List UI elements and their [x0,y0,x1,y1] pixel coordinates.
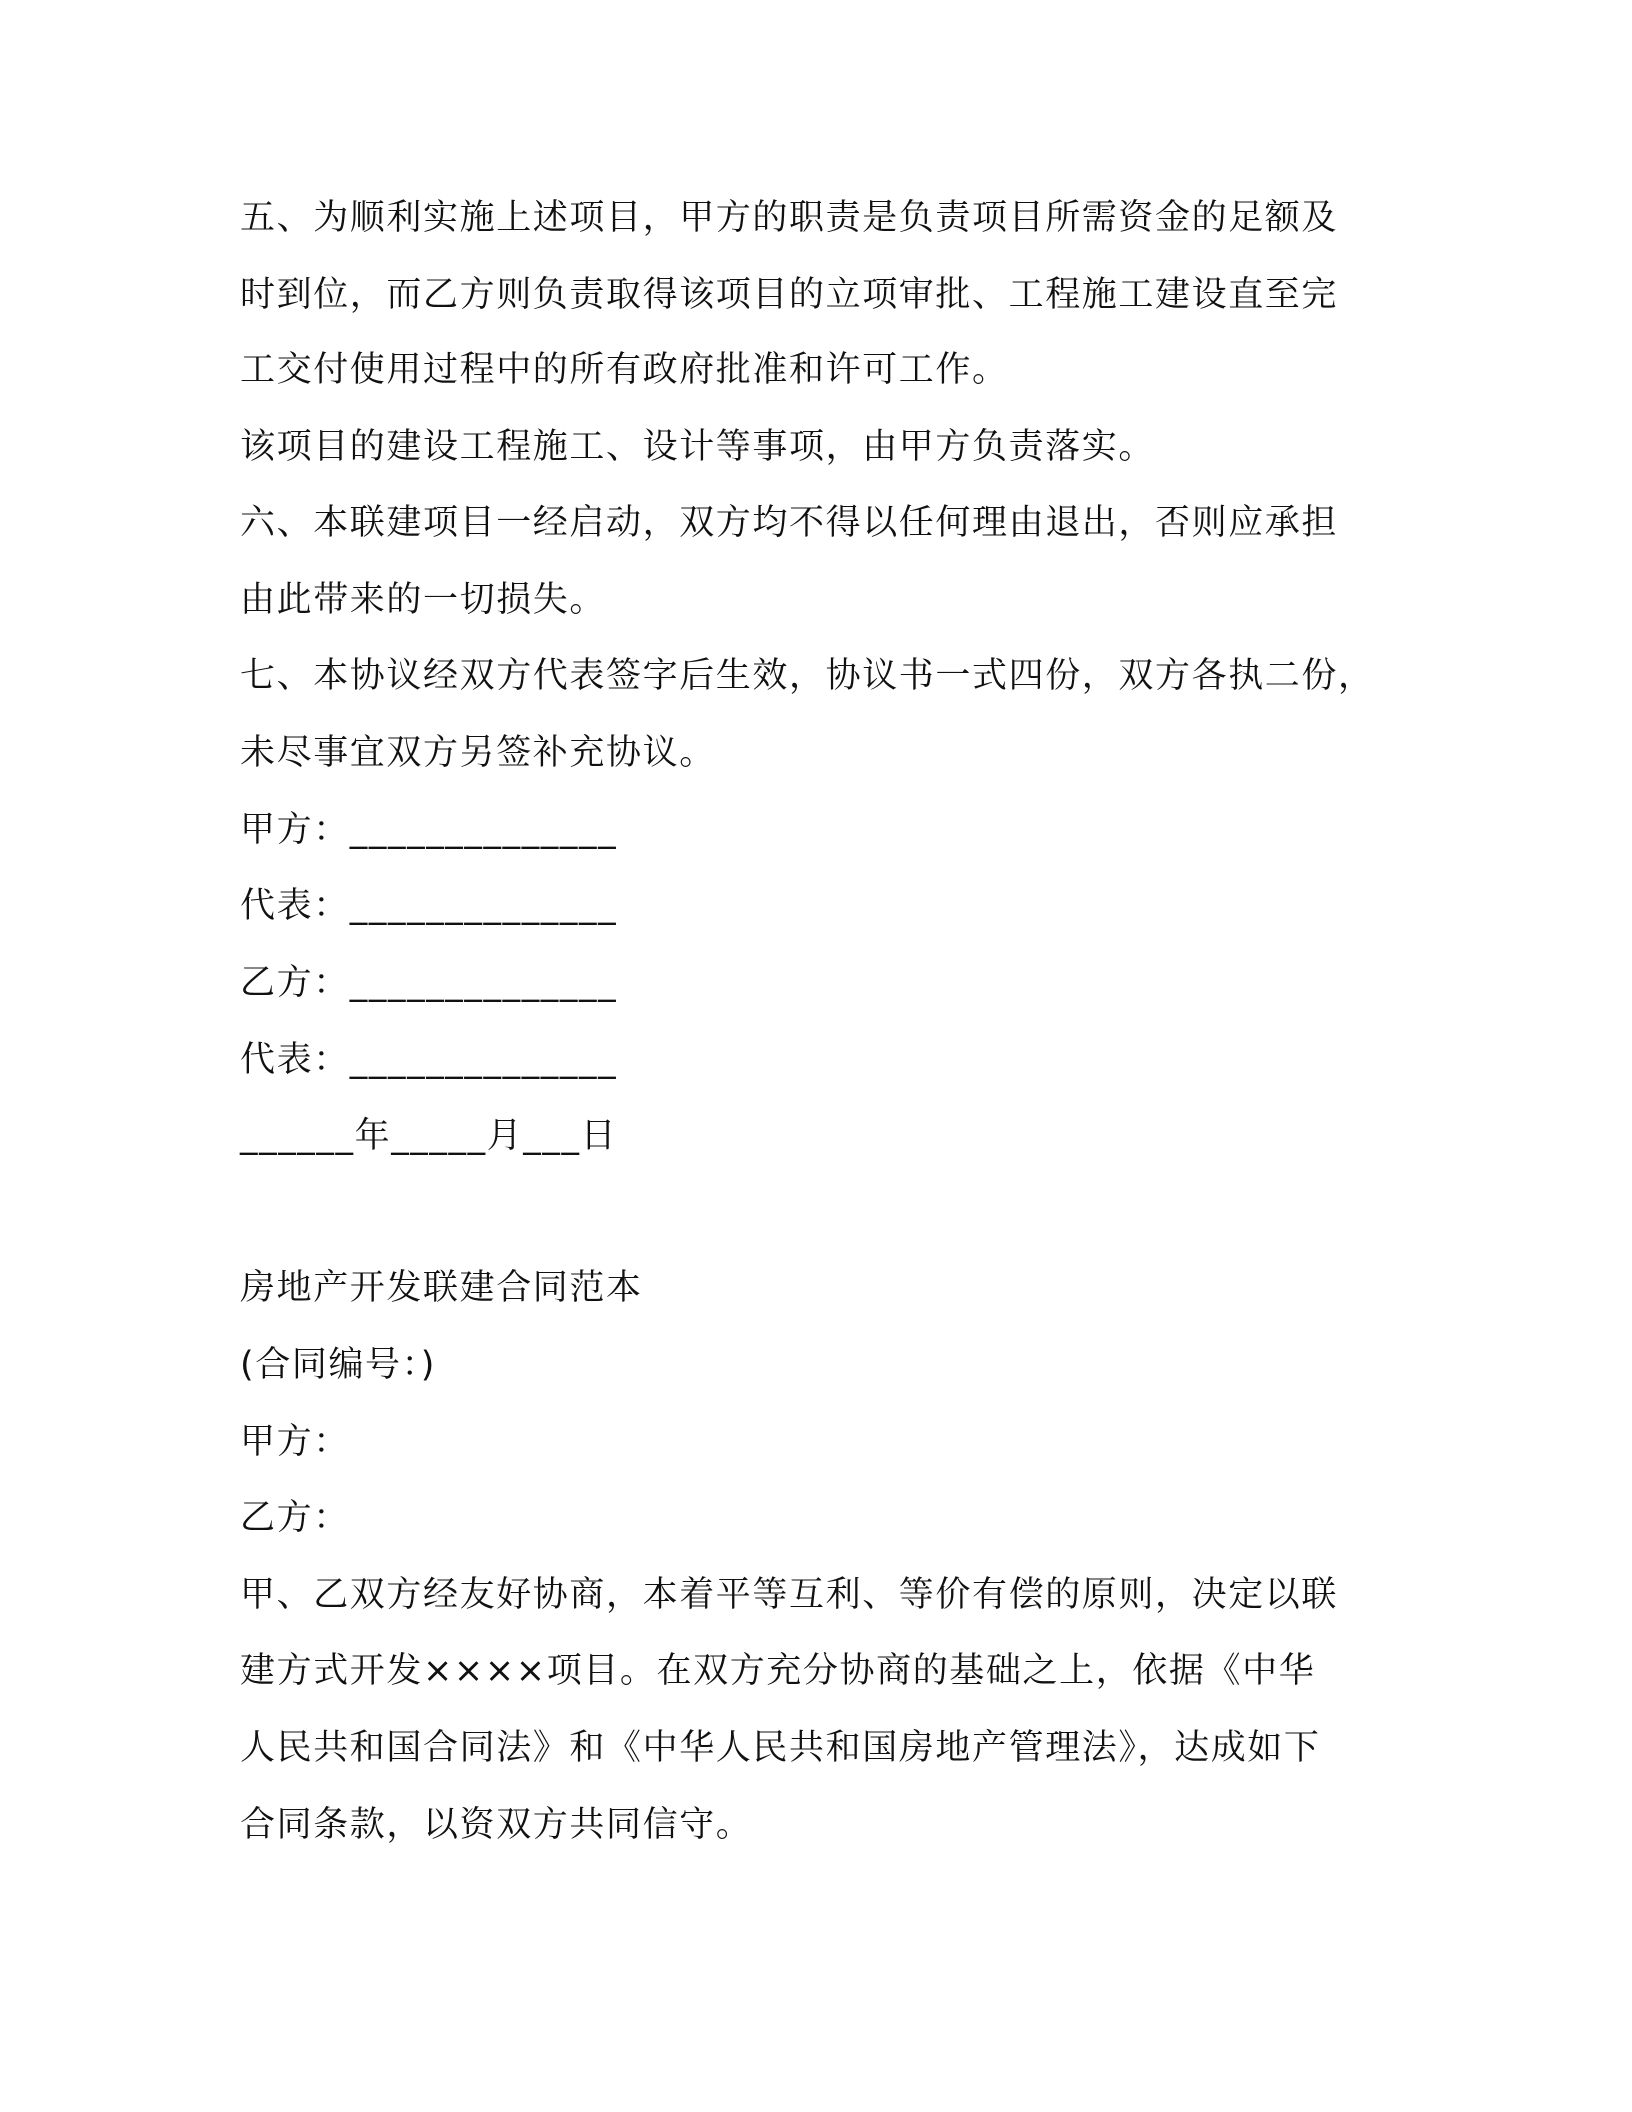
clause-5-line-3: 工交付使用过程中的所有政府批准和许可工作。 [240,350,1009,390]
clause-7-line-1: 七、本协议经双方代表签字后生效，协议书一式四份，双方各执二份， [240,656,1375,696]
party-a-label: 甲方： [240,1422,350,1462]
signature-party-b: 乙方：______________ [240,963,618,1003]
preamble-line-4: 合同条款，以资双方共同信守。 [240,1805,753,1845]
clause-5-note: 该项目的建设工程施工、设计等事项，由甲方负责落实。 [240,427,1156,467]
clause-6-line-1: 六、本联建项目一经启动，双方均不得以任何理由退出，否则应承担 [240,503,1339,543]
signature-date: ______年_____月___日 [240,1116,618,1156]
clause-7-line-2: 未尽事宜双方另签补充协议。 [240,733,716,773]
party-b-label: 乙方： [240,1498,350,1538]
signature-representative-b: 代表：______________ [240,1040,618,1080]
signature-party-a: 甲方：______________ [240,810,618,850]
preamble-line-3: 人民共和国合同法》和《中华人民共和国房地产管理法》，达成如下 [240,1728,1321,1768]
contract-number: (合同编号：) [240,1345,437,1385]
contract-title: 房地产开发联建合同范本 [240,1268,643,1308]
signature-representative-a: 代表：______________ [240,886,618,926]
clause-6-line-2: 由此带来的一切损失。 [240,580,607,620]
clause-5-line-2: 时到位，而乙方则负责取得该项目的立项审批、工程施工建设直至完 [240,275,1339,315]
clause-5-line-1: 五、为顺利实施上述项目，甲方的职责是负责项目所需资金的足额及 [240,198,1339,238]
preamble-line-1: 甲、乙双方经友好协商，本着平等互利、等价有偿的原则，决定以联 [240,1575,1339,1615]
preamble-line-2: 建方式开发××××项目。在双方充分协商的基础之上，依据《中华 [240,1651,1316,1691]
